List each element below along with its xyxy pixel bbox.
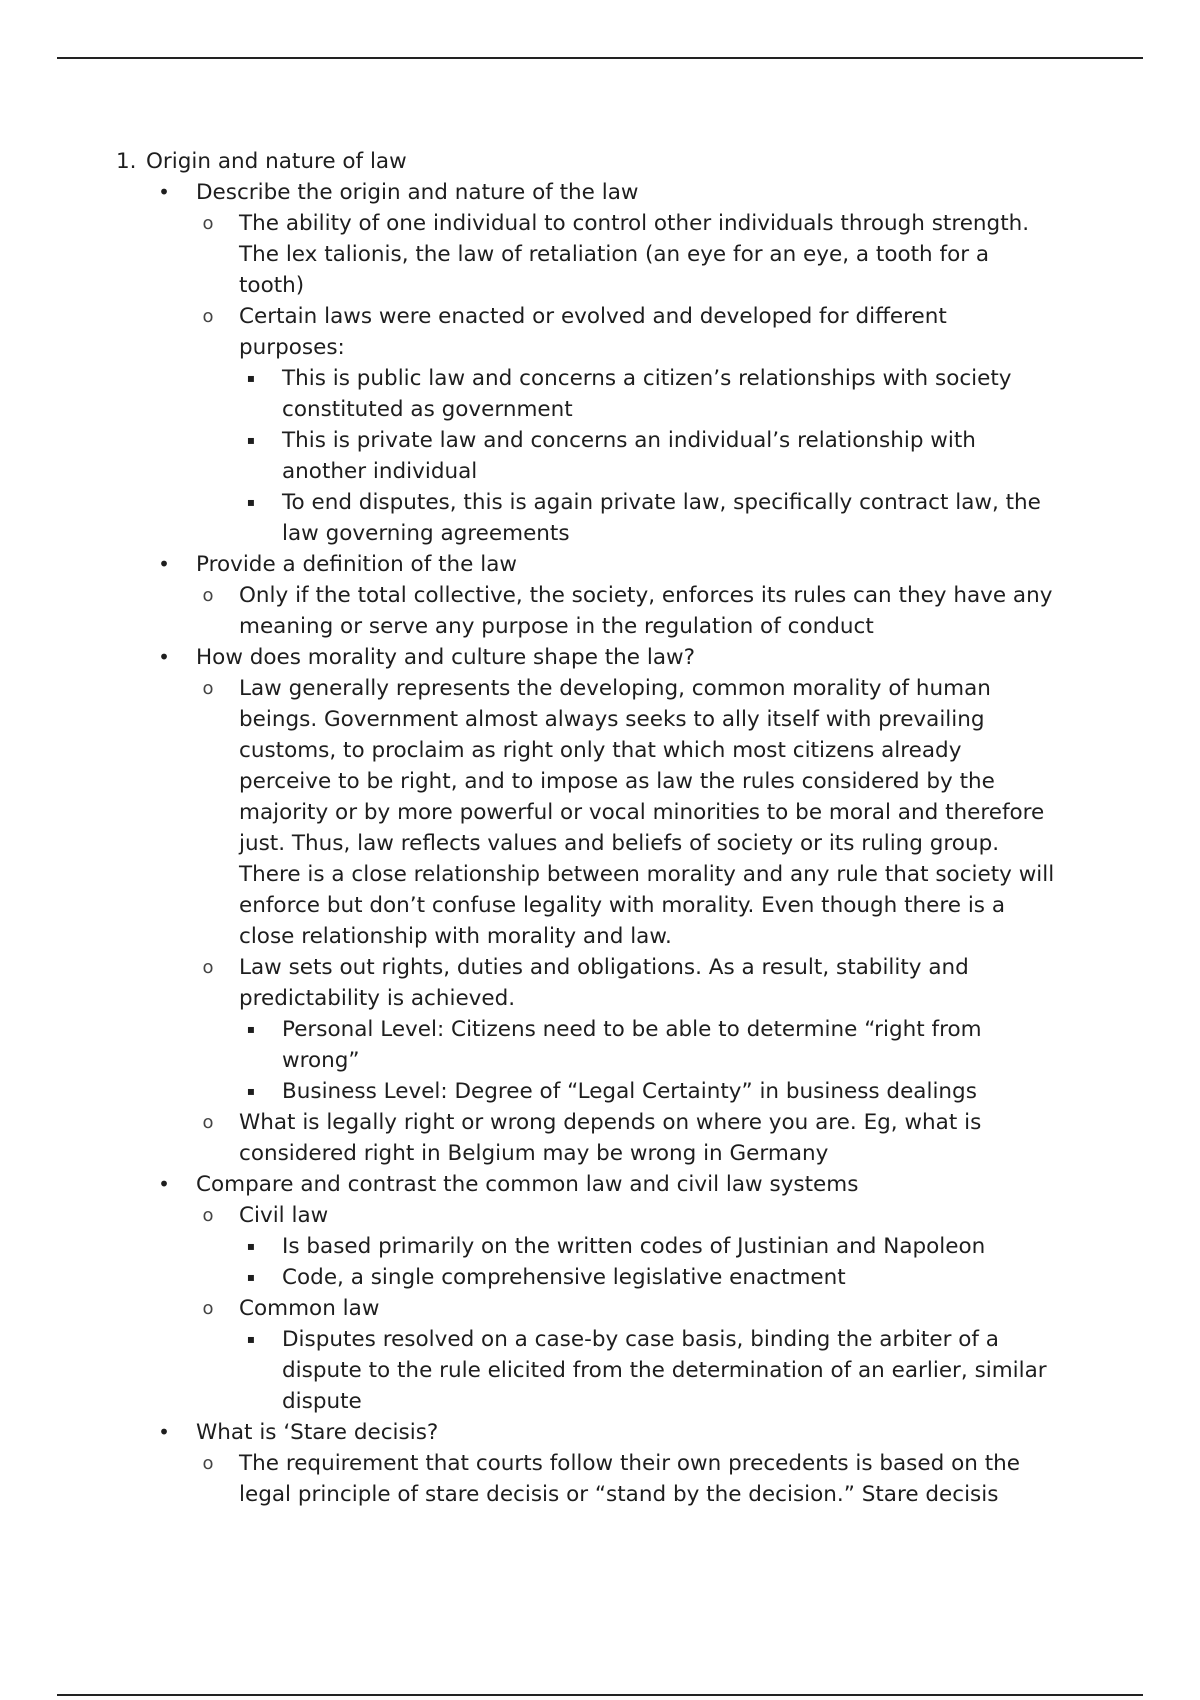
list-item-text: How does morality and culture shape the law? xyxy=(196,645,696,670)
bullet-icon: • xyxy=(158,552,170,576)
sub-list-item-text: Law generally represents the developing, common morality of human beings. Government almost always seeks to ally itself with prevailing customs, to proclaim as right only that which most citizens already perceive to be right, and to impose as law the rules considered by the majority or by more powerful or vocal minorities to be moral and therefore just. Thus, law reflects values and beliefs of society or its ruling group. There is a close relationship between morality and any rule that society will enforce but don’t confuse legality with morality. Even though there is a close relationship with morality and law. xyxy=(239,676,1055,949)
section-number: 1. xyxy=(116,149,137,174)
sub-sub-list-item-text: Code, a single comprehensive legislative enactment xyxy=(282,1265,846,1290)
sub-sub-list-item xyxy=(0,425,1062,487)
list-item xyxy=(0,642,1056,673)
circle-bullet-icon: o xyxy=(202,1298,214,1319)
sub-sub-list-item-text: Business Level: Degree of “Legal Certainty” in business dealings xyxy=(282,1079,977,1104)
bullet-icon: • xyxy=(158,645,170,669)
circle-bullet-icon: o xyxy=(202,585,214,606)
sub-list-item-text: Common law xyxy=(239,1296,380,1321)
sub-list-item xyxy=(0,1107,1059,1169)
sub-sub-list-item-text: This is private law and concerns an individual’s relationship with another individual xyxy=(282,428,976,484)
sub-list-item-text: Only if the total collective, the society, enforces its rules can they have any meaning or serve any purpose in the regulation of conduct xyxy=(239,583,1053,639)
sub-list-item-text: Civil law xyxy=(239,1203,329,1228)
square-bullet-icon: ▪ xyxy=(246,1239,256,1253)
sub-sub-list-item xyxy=(0,1324,1062,1417)
bullet-icon: • xyxy=(158,1420,170,1444)
sub-list-item xyxy=(0,1448,1059,1510)
sub-list-item-text: Certain laws were enacted or evolved and developed for different purposes: xyxy=(239,304,947,360)
sub-list-item xyxy=(0,952,1059,1014)
sub-list-item xyxy=(0,673,1059,952)
circle-bullet-icon: o xyxy=(202,1112,214,1133)
section-title: Origin and nature of law xyxy=(146,149,407,174)
sub-sub-list-item xyxy=(0,363,1062,425)
section-heading xyxy=(0,146,1200,177)
circle-bullet-icon: o xyxy=(202,1453,214,1474)
circle-bullet-icon: o xyxy=(202,306,214,327)
square-bullet-icon: ▪ xyxy=(246,495,256,509)
list-item xyxy=(0,177,1056,208)
sub-list-item-text: The ability of one individual to control other individuals through strength. The lex talionis, the law of retaliation (an eye for an eye, a tooth for a tooth) xyxy=(239,211,1030,298)
circle-bullet-icon: o xyxy=(202,957,214,978)
bullet-icon: • xyxy=(158,180,170,204)
sub-sub-list-item-text: This is public law and concerns a citizen’s relationships with society constituted as government xyxy=(282,366,1012,422)
sub-sub-list-item xyxy=(0,1231,1062,1262)
sub-sub-list-item-text: Disputes resolved on a case-by case basis, binding the arbiter of a dispute to the rule elicited from the determination of an earlier, similar dispute xyxy=(282,1327,1047,1414)
header-rule xyxy=(57,57,1143,59)
sub-sub-list-item xyxy=(0,1076,1062,1107)
square-bullet-icon: ▪ xyxy=(246,1022,256,1036)
sub-sub-list-item xyxy=(0,1014,1062,1076)
sub-list-item-text: The requirement that courts follow their own precedents is based on the legal principle of stare decisis or “stand by the decision.” Stare decisis xyxy=(239,1451,1020,1507)
sub-list-item xyxy=(0,1293,1059,1324)
sub-list-item xyxy=(0,301,1059,363)
document-body xyxy=(0,146,1200,1510)
sub-list-item-text: What is legally right or wrong depends on where you are. Eg, what is considered right in Belgium may be wrong in Germany xyxy=(239,1110,982,1166)
footer-rule xyxy=(57,1694,1143,1696)
square-bullet-icon: ▪ xyxy=(246,371,256,385)
sub-sub-list-item-text: To end disputes, this is again private law, specifically contract law, the law governing agreements xyxy=(282,490,1041,546)
square-bullet-icon: ▪ xyxy=(246,433,256,447)
list-item-text: Describe the origin and nature of the law xyxy=(196,180,639,205)
square-bullet-icon: ▪ xyxy=(246,1332,256,1346)
sub-list-item xyxy=(0,208,1059,301)
sub-list-item-text: Law sets out rights, duties and obligations. As a result, stability and predictability is achieved. xyxy=(239,955,969,1011)
list-item-text: What is ‘Stare decisis? xyxy=(196,1420,439,1445)
square-bullet-icon: ▪ xyxy=(246,1084,256,1098)
list-item-text: Compare and contrast the common law and civil law systems xyxy=(196,1172,859,1197)
list-item-text: Provide a definition of the law xyxy=(196,552,517,577)
square-bullet-icon: ▪ xyxy=(246,1270,256,1284)
circle-bullet-icon: o xyxy=(202,1205,214,1226)
sub-sub-list-item xyxy=(0,1262,1062,1293)
list-item xyxy=(0,549,1056,580)
sub-sub-list-item-text: Personal Level: Citizens need to be able to determine “right from wrong” xyxy=(282,1017,982,1073)
bullet-icon: • xyxy=(158,1172,170,1196)
sub-list-item xyxy=(0,1200,1059,1231)
circle-bullet-icon: o xyxy=(202,213,214,234)
sub-sub-list-item xyxy=(0,487,1062,549)
list-item xyxy=(0,1169,1056,1200)
sub-sub-list-item-text: Is based primarily on the written codes of Justinian and Napoleon xyxy=(282,1234,986,1259)
list-item xyxy=(0,1417,1056,1448)
circle-bullet-icon: o xyxy=(202,678,214,699)
sub-list-item xyxy=(0,580,1059,642)
